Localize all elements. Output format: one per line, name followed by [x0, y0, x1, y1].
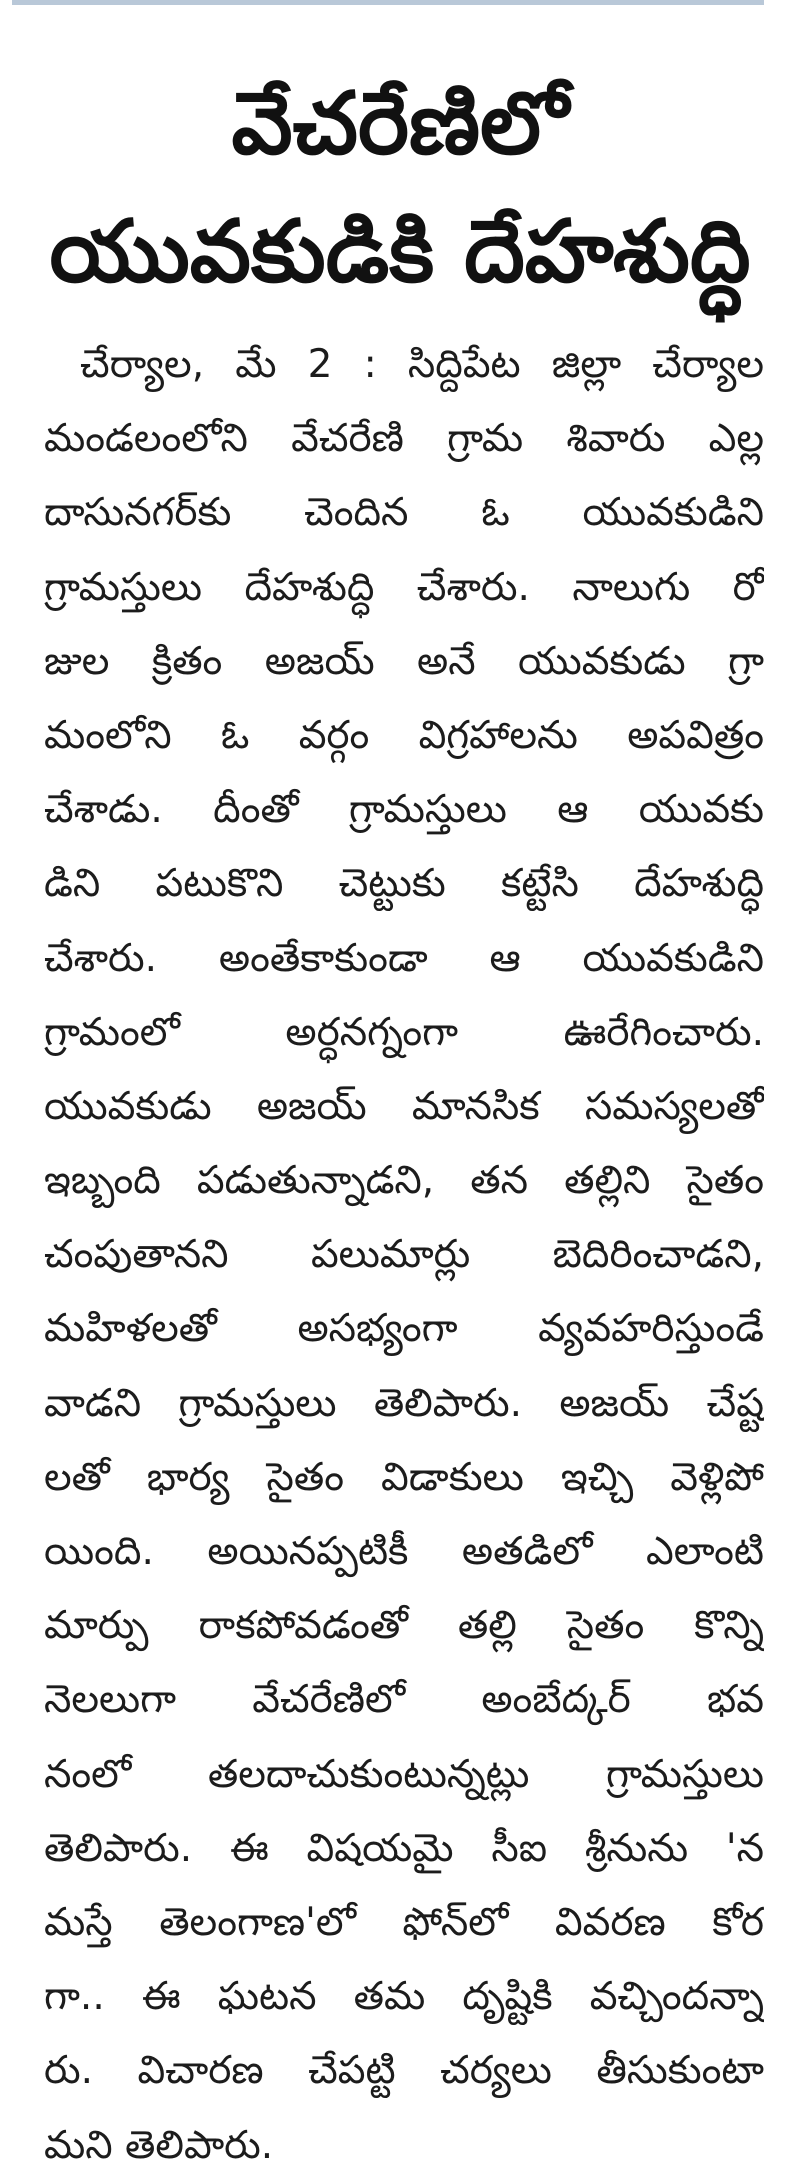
body-line: చంపుతానని పలుమార్లు బెదిరించాడని,	[44, 1232, 764, 1278]
body-line: నెలలుగా వేచరేణిలో అంబేద్కర్ భవ	[44, 1677, 764, 1723]
body-line: చేశాడు. దీంతో గ్రామస్తులు ఆ యువకు	[44, 787, 764, 833]
article-body	[44, 328, 764, 2183]
body-line: మంలోని ఓ వర్గం విగ్రహాలను అపవిత్రం	[44, 712, 764, 758]
body-line: యింది. అయినప్పటికీ అతడిలో ఎలాంటి	[44, 1529, 764, 1574]
body-line: జుల క్రితం అజయ్ అనే యువకుడు గ్రా	[44, 638, 764, 684]
body-line: ఇబ్బంది పడుతున్నాడని, తన తల్లిని సైతం	[44, 1158, 764, 1204]
body-line: డిని పటుకొని చెట్టుకు కట్టేసి దేహశుద్ధి	[44, 861, 764, 907]
body-line: దాసునగర్‌కు చెందిన ఓ యువకుడిని	[44, 490, 764, 536]
headline	[0, 60, 800, 316]
body-line: మహిళలతో అసభ్యంగా వ్యవహరిస్తుండే	[44, 1306, 764, 1352]
newspaper-clipping	[0, 10, 800, 2168]
headline-line: యువకుడికి దేహశుద్ధి	[49, 202, 751, 302]
top-border-rule	[12, 0, 764, 5]
headline-line: వేచరేణిలో	[231, 74, 569, 174]
body-line: గా.. ఈ ఘటన తమ దృష్టికి వచ్చిందన్నా	[44, 1974, 764, 2020]
body-line: లతో భార్య సైతం విడాకులు ఇచ్చి వెళ్లిపో	[44, 1454, 764, 1500]
body-line: రు. విచారణ చేపట్టి చర్యలు తీసుకుంటా	[44, 2048, 764, 2094]
body-line: చేశారు. అంతేకాకుండా ఆ యువకుడిని	[44, 935, 764, 981]
body-line: మండలంలోని వేచరేణి గ్రామ శివారు ఎల్ల	[44, 416, 764, 462]
body-line: నంలో తలదాచుకుంటున్నట్లు గ్రామస్తులు	[44, 1751, 764, 1797]
body-line: యువకుడు అజయ్ మానసిక సమస్యలతో	[44, 1083, 764, 1129]
body-line: గ్రామస్తులు దేహశుద్ధి చేశారు. నాలుగు రో	[44, 564, 764, 610]
body-line: మస్తే తెలంగాణ'లో ఫోన్‌లో వివరణ కోర	[44, 1899, 764, 1945]
body-line: చేర్యాల, మే 2 : సిద్దిపేట జిల్లా చేర్యాల	[80, 342, 764, 387]
body-line: మని తెలిపారు.	[44, 2122, 274, 2168]
body-line: గ్రామంలో అర్ధనగ్నంగా ఊరేగించారు.	[44, 1009, 764, 1055]
body-line: తెలిపారు. ఈ విషయమై సీఐ శ్రీనును 'న	[44, 1825, 764, 1871]
body-line: మార్పు రాకపోవడంతో తల్లి సైతం కొన్ని	[44, 1603, 764, 1649]
body-line: వాడని గ్రామస్తులు తెలిపారు. అజయ్ చేష్ట	[44, 1380, 764, 1426]
